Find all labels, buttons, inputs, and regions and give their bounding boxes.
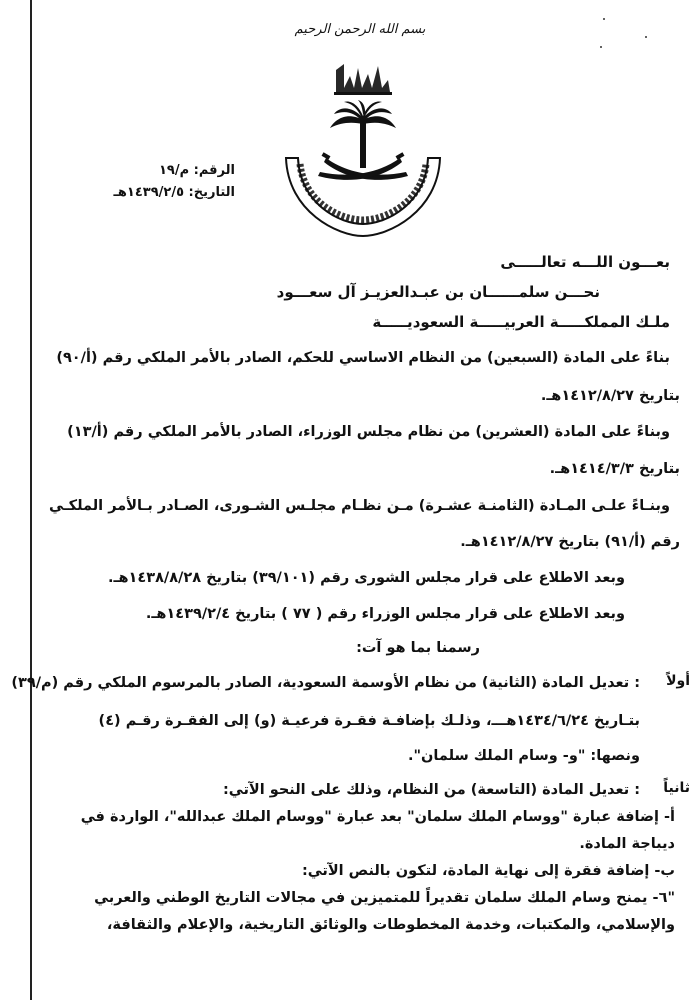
preamble-4: وبعد الاطلاع على قرار مجلس الشورى رقم (٣٩/١٠١) بتاريخ ١٤٣٨/٨/٢٨هـ.	[107, 570, 625, 586]
saudi-emblem-icon	[278, 62, 448, 238]
clause-2-line-6: والإسلامي، والمكتبات، وخدمة المخطوطات والوثائق التاريخية، والإعلام والثقافة،	[106, 917, 675, 933]
preamble-1-line-2: بتاريخ ١٤١٢/٨/٢٧هـ.	[540, 388, 680, 404]
decree-line: رسمنا بما هو آت:	[356, 640, 480, 656]
preamble-1-line-1: بناءً على المادة (السبعين) من النظام الاساسي للحكم، الصادر بالأمر الملكي رقم (أ/٩٠)	[56, 350, 670, 366]
clause-2-line-1: : تعديل المادة (التاسعة) من النظام، وذلك على النحو الآتي:	[223, 782, 640, 798]
preamble-2-line-2: بتاريخ ١٤١٤/٣/٣هـ.	[549, 461, 680, 477]
clause-1-line-3: ونصها: "و- وسام الملك سلمان".	[407, 748, 640, 764]
clause-2-line-3: ديباجة المادة.	[579, 836, 675, 852]
clause-2-label: ثانياً	[663, 780, 690, 796]
scan-speck	[645, 36, 647, 38]
intro-line-2: نحـــن سلمــــــان بن عبـدالعزيـز آل سعـــود	[276, 283, 600, 301]
clause-2-line-5: "٦- يمنح وسام الملك سلمان تقديراً للمتميزين في مجالات التاريخ الوطني والعربي	[94, 890, 675, 906]
clause-2-line-4: ب- إضافة فقرة إلى نهاية المادة، لتكون بالنص الآتي:	[301, 863, 675, 879]
preamble-3-line-1: وبنـاءً علـى المـادة (الثامنـة عشـرة) مـن نظـام مجلـس الشـورى، الصـادر بـالأمر الملكـي	[49, 498, 670, 514]
clause-1-line-1: : تعديل المادة (الثانية) من نظام الأوسمة السعودية، الصادر بالمرسوم الملكي رقم (م/٣٩)	[11, 675, 640, 691]
scan-speck	[603, 18, 605, 20]
intro-line-3: ملـك المملكـــــة العربيـــــة السعوديـــــة	[372, 313, 670, 331]
reference-number: الرقم: م/١٩	[158, 163, 235, 178]
scan-speck	[600, 46, 602, 48]
basmala: بسم الله الرحمن الرحيم	[294, 22, 426, 37]
clause-1-label: أولاً	[666, 673, 690, 689]
preamble-3-line-2: رقم (أ/٩١) بتاريخ ١٤١٢/٨/٢٧هـ.	[460, 534, 680, 550]
clause-2-line-2: أ- إضافة عبارة "ووسام الملك سلمان" بعد عبارة "ووسام الملك عبدالله"، الواردة في	[80, 809, 675, 825]
preamble-5: وبعد الاطلاع على قرار مجلس الوزراء رقم ( ٧٧ ) بتاريخ ١٤٣٩/٢/٤هـ.	[145, 606, 625, 622]
preamble-2-line-1: وبناءً على المادة (العشرين) من نظام مجلس الوزراء، الصادر بالأمر الملكي رقم (أ/١٣)	[67, 424, 670, 440]
reference-date: التاريخ: ١٤٣٩/٢/٥هـ	[113, 185, 235, 200]
clause-1-line-2: بتـاريخ ١٤٣٤/٦/٢٤هـــ، وذلـك بإضافـة فقـرة فرعيـة (و) إلى الفقـرة رقـم (٤)	[98, 713, 640, 729]
intro-line-1: بعـــون اللـــه تعالـــــى	[500, 253, 670, 271]
binding-margin-line	[30, 0, 32, 1000]
reference-block	[85, 160, 235, 204]
